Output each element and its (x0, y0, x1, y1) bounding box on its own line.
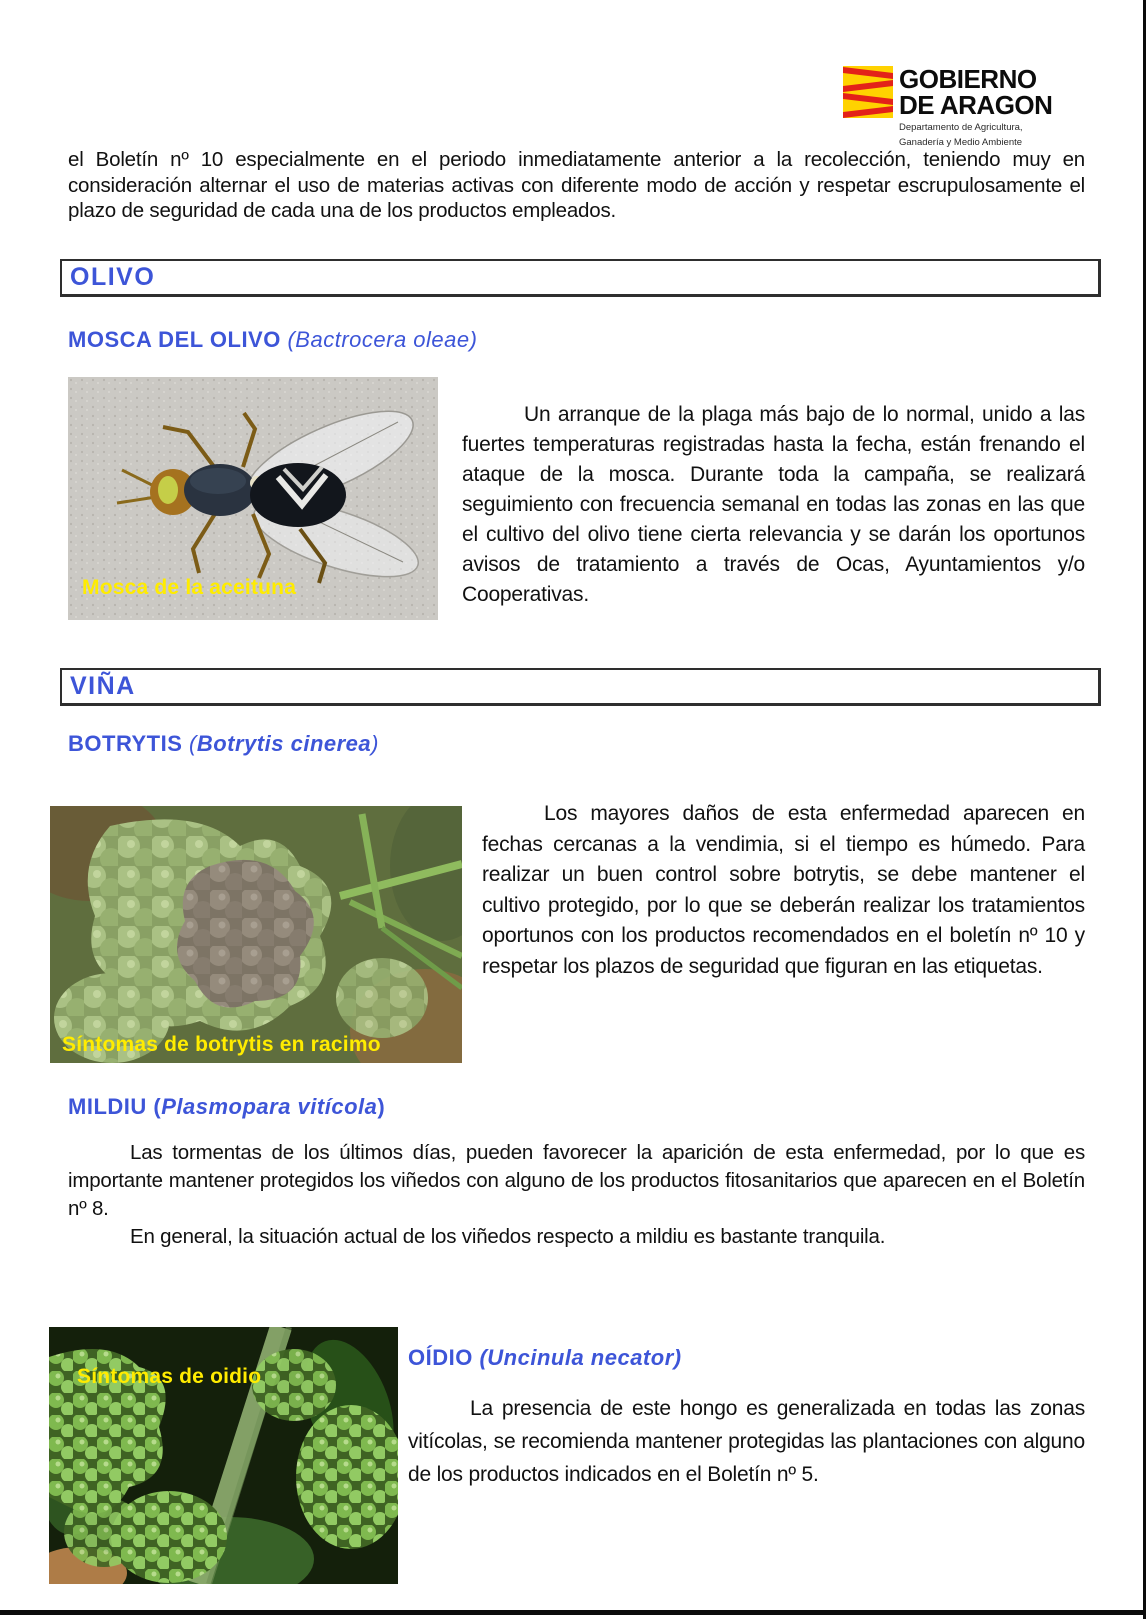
photo-caption-botrytis: Síntomas de botrytis en racimo (62, 1033, 381, 1056)
aragon-flag-icon (843, 66, 893, 118)
disease-latin-name: (Uncinula necator) (479, 1345, 682, 1370)
olivo-body-paragraph: Un arranque de la plaga más bajo de lo normal, unido a las fuertes temperaturas registradas hasta la fecha, están frenando el ataque de la mosca. Durante toda la campaña, se realizará seguimiento con frecuencia semanal en todas las zonas en las que el cultivo del olivo tiene cierta relevancia y se darán los oportunos avisos de tratamiento a través de Ocas, Ayuntamientos y/o Cooperativas. (462, 403, 1085, 606)
botrytis-grapes-illustration (50, 806, 462, 1063)
paren-open: ( (189, 731, 197, 756)
heading-mosca-del-olivo (68, 327, 477, 353)
oidio-body-paragraph: La presencia de este hongo es generalizada en todas las zonas vitícolas, se recomienda mantener protegidas las plantaciones con alguno de los productos indicados en el Boletín nº 5. (408, 1397, 1085, 1486)
disease-latin-name: Plasmopara vitícola (161, 1094, 378, 1119)
section-title-vina: VIÑA (70, 672, 136, 700)
intro-paragraph: el Boletín nº 10 especialmente en el periodo inmediatamente anterior a la recolección, teniendo muy en consideración alternar el uso de materias activas con diferente modo de acción y respetar escrupulosamente el plazo de seguridad de cada una de los productos empleados. (68, 148, 1085, 223)
logo-org-name-line2: DE ARAGON (899, 90, 1053, 120)
logo-department-line2: Ganadería y Medio Ambiente (899, 137, 1023, 148)
disease-name: MILDIU ( (68, 1094, 162, 1119)
disease-name: OÍDIO (408, 1345, 480, 1370)
heading-mildiu (68, 1094, 385, 1120)
paren-close: ) (377, 1094, 386, 1119)
logo-org-name-line1: GOBIERNO (899, 64, 1037, 94)
olive-fly-photo (68, 377, 438, 620)
logo-department-line1: Departamento de Agricultura, (899, 122, 1023, 133)
section-header-vina (60, 668, 1101, 706)
photo-caption-fly: Mosca de la aceituna (82, 576, 297, 599)
section-title-olivo: OLIVO (70, 263, 156, 291)
disease-latin-name: Botrytis cinerea (196, 731, 372, 756)
heading-oidio (408, 1345, 682, 1371)
page-bottom-border (0, 1610, 1146, 1615)
gobierno-aragon-logo (843, 66, 1052, 148)
oidio-grapes-photo (49, 1327, 398, 1584)
botrytis-body-paragraph: Los mayores daños de esta enfermedad aparecen en fechas cercanas a la vendimia, si el tiempo es húmedo. Para realizar un buen control sobre botrytis, se debe mantener el cultivo protegido, por lo que se deberán realizar los tratamientos oportunos con los productos recomendados en el boletín nº 10 y respetar los plazos de seguridad que figuran en las etiquetas. (482, 802, 1085, 978)
section-header-olivo (60, 259, 1101, 297)
pest-name: MOSCA DEL OLIVO (68, 327, 288, 352)
pest-latin-name: (Bactrocera oleae) (287, 327, 478, 352)
mildiu-body-paragraph-2: En general, la situación actual de los viñedos respecto a mildiu es bastante tranquila. (130, 1225, 886, 1248)
mildiu-body-paragraph-1: Las tormentas de los últimos días, pueden favorecer la aparición de esta enfermedad, por lo que es importante mantener protegidos los viñedos con alguno de los productos fitosanitarios que aparecen en el Boletín nº 8. (68, 1141, 1085, 1220)
heading-botrytis (68, 731, 379, 757)
photo-caption-oidio: Síntomas de oidio (77, 1365, 262, 1388)
disease-name: BOTRYTIS (68, 731, 190, 756)
paren-close: ) (371, 731, 379, 756)
botrytis-grapes-photo (50, 806, 462, 1063)
logo-text-block (899, 66, 1052, 148)
